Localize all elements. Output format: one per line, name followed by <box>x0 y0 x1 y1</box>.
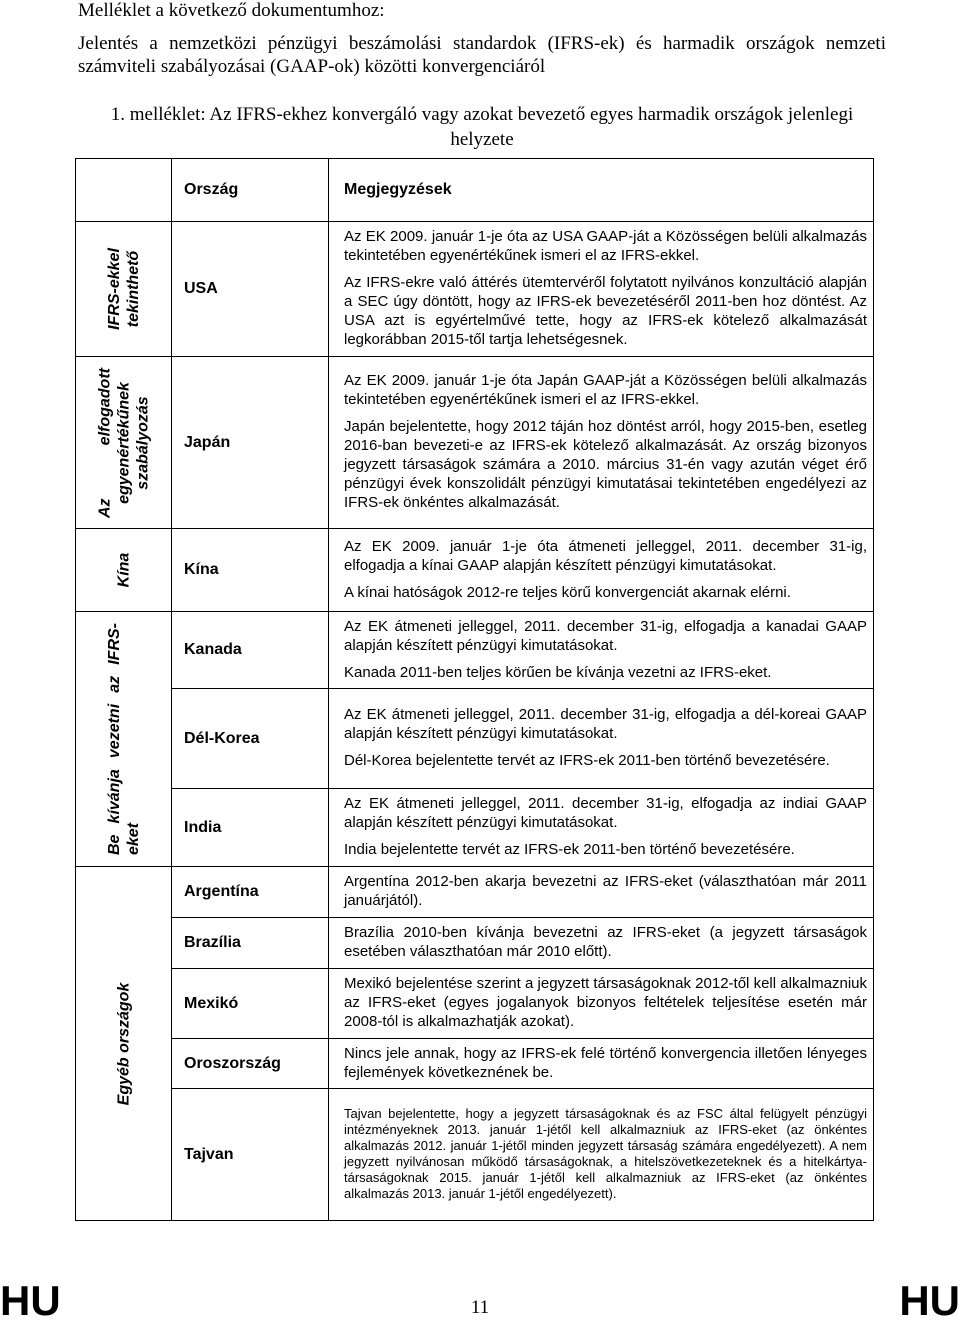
group-label <box>114 982 133 1105</box>
country-cell: Mexikó <box>172 969 329 1039</box>
group-intend-ifrs <box>76 612 172 867</box>
report-title: Jelentés a nemzetközi pénzügyi beszámolási standardok (IFRS-ek) és harmadik országok nemzeti számviteli szabályozásai (GAAP-ok) közötti konvergenciáról <box>78 33 886 77</box>
table-row <box>76 789 874 867</box>
country-cell: Tajvan <box>172 1089 329 1221</box>
notes-cell <box>329 612 874 689</box>
notes-cell <box>329 969 874 1039</box>
note-paragraph: Japán bejelentette, hogy 2012 táján hoz döntést arról, hogy 2015-ben, esetleg 2016-ban bevezeti-e az IFRS-ek kötelező alkalmazását. Az ország bizonyos jegyzett társaságok számára a 2010. március 31-én vagy azután véget érő pénzügyi évek konszolidált pénzügyi kimutatásai tekintetében engedélyezi az IFRS-ek önkéntes alkalmazását. <box>344 418 867 511</box>
group-label-text: eket <box>124 822 142 855</box>
convergence-table <box>75 158 874 1221</box>
note-paragraph: Argentína 2012-ben akarja bevezetni az IFRS-eket (választhatóan már 2011 januárjától). <box>344 873 867 909</box>
note-paragraph: Az EK 2009. január 1-je óta Japán GAAP-ját a Közösségen belüli alkalmazás tekintetében egyenértékűnek ismeri el az IFRS-ekkel. <box>344 372 867 408</box>
table-row <box>76 357 874 529</box>
group-accepted-equivalent <box>76 357 172 529</box>
group-label-text: Kína <box>115 552 132 588</box>
table-row <box>76 1039 874 1089</box>
notes-cell <box>329 867 874 918</box>
note-paragraph: Nincs jele annak, hogy az IFRS-ek felé történő konvergencia illetően lényeges fejlemények következnének be. <box>344 1044 867 1081</box>
table-row <box>76 612 874 689</box>
table-row <box>76 1089 874 1221</box>
notes-cell <box>329 529 874 612</box>
notes-cell <box>329 222 874 357</box>
note-paragraph: Az EK átmeneti jelleggel, 2011. december 31-ig, elfogadja az indiai GAAP alapján készített pénzügyi kimutatásokat. <box>344 795 867 831</box>
country-cell: India <box>172 789 329 867</box>
country-cell: Kanada <box>172 612 329 689</box>
group-label-text: Egyéb országok <box>115 982 132 1105</box>
group-label-text: Be kívánja vezetni az IFRS- <box>105 623 123 855</box>
note-paragraph: Az EK 2009. január 1-je óta az USA GAAP-ját a Közösségen belüli alkalmazás tekintetében egyenértékűnek ismeri el az IFRS-ekkel. <box>344 228 867 264</box>
country-cell: Kína <box>172 529 329 612</box>
note-paragraph: Brazília 2010-ben kívánja bevezetni az IFRS-eket (a jegyzett társaságok esetében választhatóan már 2010 előtt). <box>344 924 867 960</box>
country-cell: Japán <box>172 357 329 529</box>
note-paragraph: Dél-Korea bejelentette tervét az IFRS-ek 2011-ben történő bevezetésére. <box>344 752 830 769</box>
annex-heading: 1. melléklet: Az IFRS-ekhez konvergáló vagy azokat bevezető egyes harmadik országok jelenlegi helyzete <box>110 104 854 150</box>
group-label-text: egyenértékűnek <box>115 381 132 504</box>
notes-cell <box>329 789 874 867</box>
group-label-text: szabályozás <box>134 395 151 490</box>
table-row <box>76 918 874 969</box>
page-number: 11 <box>470 1297 490 1318</box>
note-paragraph: Az EK átmeneti jelleggel, 2011. december 31-ig, elfogadja a kanadai GAAP alapján készített pénzügyi kimutatásokat. <box>344 617 867 654</box>
note-paragraph: India bejelentette tervét az IFRS-ek 2011-ben történő bevezetésére. <box>344 841 795 858</box>
table-row <box>76 689 874 789</box>
notes-cell <box>329 357 874 529</box>
notes-cell <box>329 1089 874 1221</box>
country-cell: Dél-Korea <box>172 689 329 789</box>
group-label <box>105 234 143 344</box>
notes-cell <box>329 918 874 969</box>
note-paragraph: A kínai hatóságok 2012-re teljes körű konvergenciát akarnak elérni. <box>344 583 791 601</box>
country-cell: Oroszország <box>172 1039 329 1089</box>
header-notes: Megjegyzések <box>329 159 874 222</box>
note-paragraph: Az EK átmeneti jelleggel, 2011. december 31-ig, elfogadja a dél-koreai GAAP alapján készített pénzügyi kimutatásokat. <box>344 706 867 742</box>
group-label <box>114 553 133 588</box>
note-paragraph: Az IFRS-ekre való áttérés ütemtervéről folytatott nyilvános konzultáció alapján a SEC úgy döntött, hogy az IFRS-ek bevezetéséről 2011-ben hoz döntést. Az USA azt is egyértelművé tette, hogy az IFRS-ek kötelező alkalmazását legkorábban 2015-től tartja lehetségesnek. <box>344 274 867 348</box>
table-row <box>76 222 874 357</box>
header-blank-cell <box>76 159 172 222</box>
language-code-right: HU <box>899 1277 960 1324</box>
notes-cell <box>329 1039 874 1089</box>
group-china <box>76 529 172 612</box>
group-label-text: IFRS-ekkel tekinthető <box>105 248 142 330</box>
note-paragraph: Mexikó bejelentése szerint a jegyzett társaságoknak 2012-től kell alkalmazniuk az IFRS-eket (egyes jogalanyok bizonyos feltételek teljesítése esetén már 2008-tól is alkalmazhatják azokat). <box>344 975 867 1030</box>
country-cell: Brazília <box>172 918 329 969</box>
group-ifrs-equivalent <box>76 222 172 357</box>
annex-line: Melléklet a következő dokumentumhoz: <box>78 0 385 21</box>
table-row <box>76 867 874 918</box>
language-code-left: HU <box>0 1277 61 1324</box>
group-label-text: Az elfogadott <box>96 367 113 518</box>
group-label <box>105 623 143 855</box>
note-paragraph: Kanada 2011-ben teljes körűen be kívánja vezetni az IFRS-eket. <box>344 663 772 681</box>
country-cell: Argentína <box>172 867 329 918</box>
note-paragraph: Tajvan bejelentette, hogy a jegyzett társaságoknak és az FSC által felügyelt pénzügyi intézményeknek 2013. január 1-jétől kell alkalmazniuk az IFRS-eket (az önkéntes alkalmazás 2012. január 1-jétől minden jegyzett társaság számára engedélyezett). A nem jegyzett nyilvánosan működő társaságoknak, a hitelszövetkezeteknek és a hitelkártya-társaságoknak 2015. január 1-jétől kell alkalmazniuk az IFRS-eket (az önkéntes alkalmazás 2013. január 1-jétől engedélyezett). <box>344 1105 867 1201</box>
notes-cell <box>329 689 874 789</box>
table-row <box>76 969 874 1039</box>
table-header-row <box>76 159 874 222</box>
note-paragraph: Az EK 2009. január 1-je óta átmeneti jelleggel, 2011. december 31-ig, elfogadja a kínai GAAP alapján készített pénzügyi kimutatásokat. <box>344 537 867 574</box>
group-other-countries <box>76 867 172 1221</box>
country-cell: USA <box>172 222 329 357</box>
table-row <box>76 529 874 612</box>
group-label <box>95 368 152 518</box>
header-country: Ország <box>172 159 329 222</box>
